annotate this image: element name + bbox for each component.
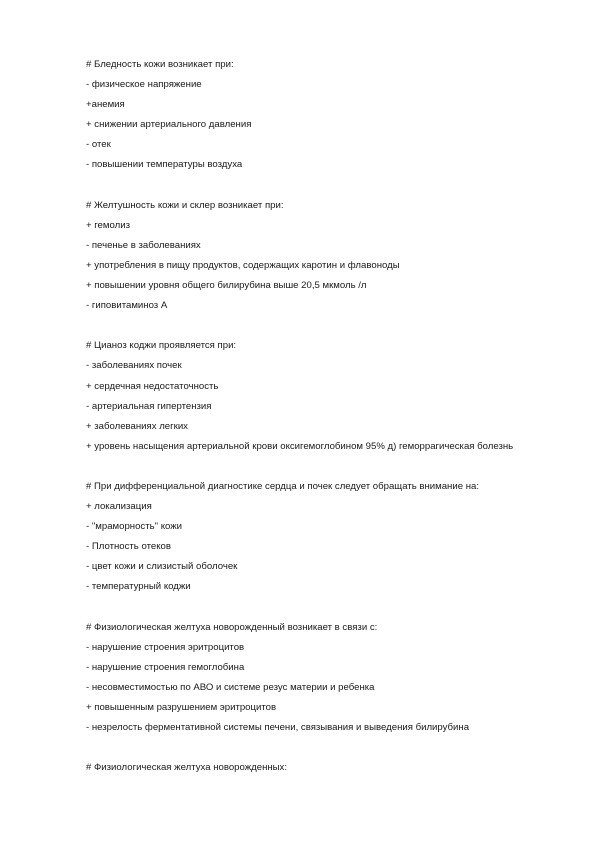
answer-option: - повышении температуры воздуха xyxy=(86,159,243,171)
answer-option: - гиповитаминоз А xyxy=(86,300,168,312)
answer-option: - заболеваниях почек xyxy=(86,360,182,372)
answer-option: + снижении артериального давления xyxy=(86,119,252,131)
answer-option: + употребления в пищу продуктов, содержащих каротин и флавоноды xyxy=(86,259,400,271)
question-block xyxy=(86,55,556,176)
question-text: # Бледность кожи возникает при: xyxy=(86,59,234,70)
question-text: # Физиологическая желтуха новорожденных: xyxy=(86,762,288,774)
question-text: # При дифференциальной диагностике сердца и почек следует обращать внимание на: xyxy=(86,480,480,492)
answer-option: - нарушение строения эритроцитов xyxy=(86,641,245,653)
answer-option: + локализация xyxy=(86,501,152,513)
answer-option: - отек xyxy=(86,139,111,151)
answer-option: - печенье в заболеваниях xyxy=(86,239,201,251)
answer-option: - "мраморность" кожи xyxy=(86,521,183,533)
answer-option: - температурный коджи xyxy=(86,581,191,593)
question-block xyxy=(86,336,556,457)
question-block xyxy=(86,758,556,778)
answer-option: - несовместимостью по АВО и системе резус материи и ребенка xyxy=(86,681,375,693)
question-text: # Физиологическая желтуха новорожденный возникает в связи с: xyxy=(86,621,378,633)
answer-option: + гемолиз xyxy=(86,219,130,231)
spacer xyxy=(86,738,556,758)
answer-option: + заболеваниях легких xyxy=(86,420,188,432)
question-text: # Желтушность кожи и склер возникает при: xyxy=(86,199,284,211)
answer-option: - Плотность отеков xyxy=(86,541,171,553)
question-block xyxy=(86,196,556,317)
answer-option: + повышении уровня общего билирубина выше 20,5 мкмоль /л xyxy=(86,280,367,292)
answer-option: + сердечная недостаточность xyxy=(86,380,219,392)
spacer xyxy=(86,176,556,196)
question-block xyxy=(86,477,556,598)
spacer xyxy=(86,598,556,618)
answer-option: - незрелость ферментативной системы печени, связывания и выведения билирубина xyxy=(86,722,470,734)
answer-option: - физическое напряжение xyxy=(86,79,202,91)
answer-option: - нарушение строения гемоглобина xyxy=(86,661,245,673)
question-text: # Цианоз коджи проявляется при: xyxy=(86,340,237,352)
spacer xyxy=(86,457,556,477)
answer-option: - артериальная гипертензия xyxy=(86,400,212,412)
question-block xyxy=(86,618,556,739)
spacer xyxy=(86,316,556,336)
answer-option: + уровень насыщения артериальной крови оксигемоглобином 95% д) геморрагическая болезнь xyxy=(86,440,514,452)
answer-option: - цвет кожи и слизистый оболочек xyxy=(86,561,238,573)
answer-option: + повышенным разрушением эритроцитов xyxy=(86,702,277,713)
document-page xyxy=(86,55,556,778)
answer-option: +анемия xyxy=(86,99,125,111)
